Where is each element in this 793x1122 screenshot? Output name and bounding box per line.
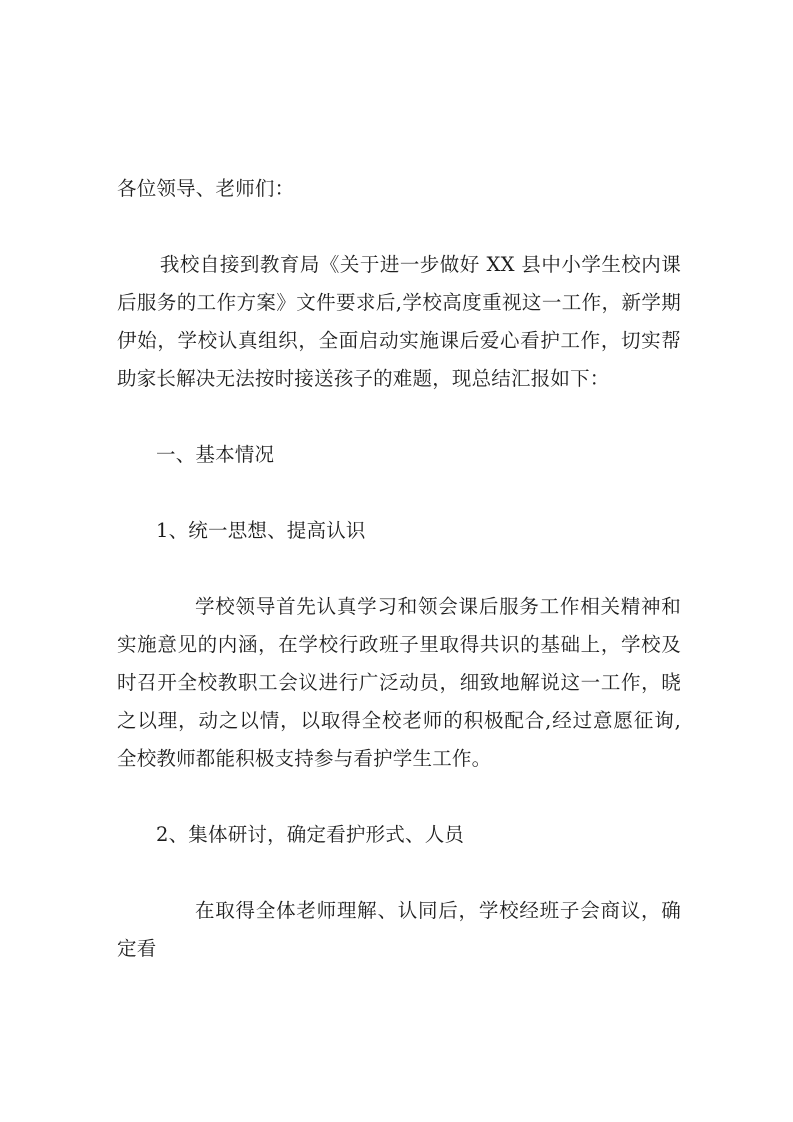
body-paragraph-1-1: 学校领导首先认真学习和领会课后服务工作相关精神和实施意见的内涵，在学校行政班子里取得共识的基础上，学校及时召开全校教职工会议进行广泛动员，细致地解说这一工作，晓之以理，动之以情，以取得全校老师的积极配合,经过意愿征询,全校教师都能积极支持参与看护学生工作。	[117, 595, 681, 770]
subsection-heading-1-2: 2、集体研讨，确定看护形式、人员	[156, 823, 465, 846]
subsection-heading-1-1: 1、统一思想、提高认识	[156, 519, 366, 542]
body-paragraph-1-2: 在取得全体老师理解、认同后，学校经班子会商议，确定看	[117, 899, 681, 960]
document-body	[117, 170, 681, 968]
intro-paragraph: 我校自接到教育局《关于进一步做好 XX 县中小学生校内课后服务的工作方案》文件要求后,学校高度重视这一工作，新学期伊始，学校认真组织，全面启动实施课后爱心看护工作，切实帮助家长解决无法按时接送孩子的难题，现总结汇报如下：	[117, 253, 681, 390]
section-heading-1: 一、基本情况	[156, 443, 275, 466]
salutation-line: 各位领导、老师们：	[117, 177, 295, 200]
